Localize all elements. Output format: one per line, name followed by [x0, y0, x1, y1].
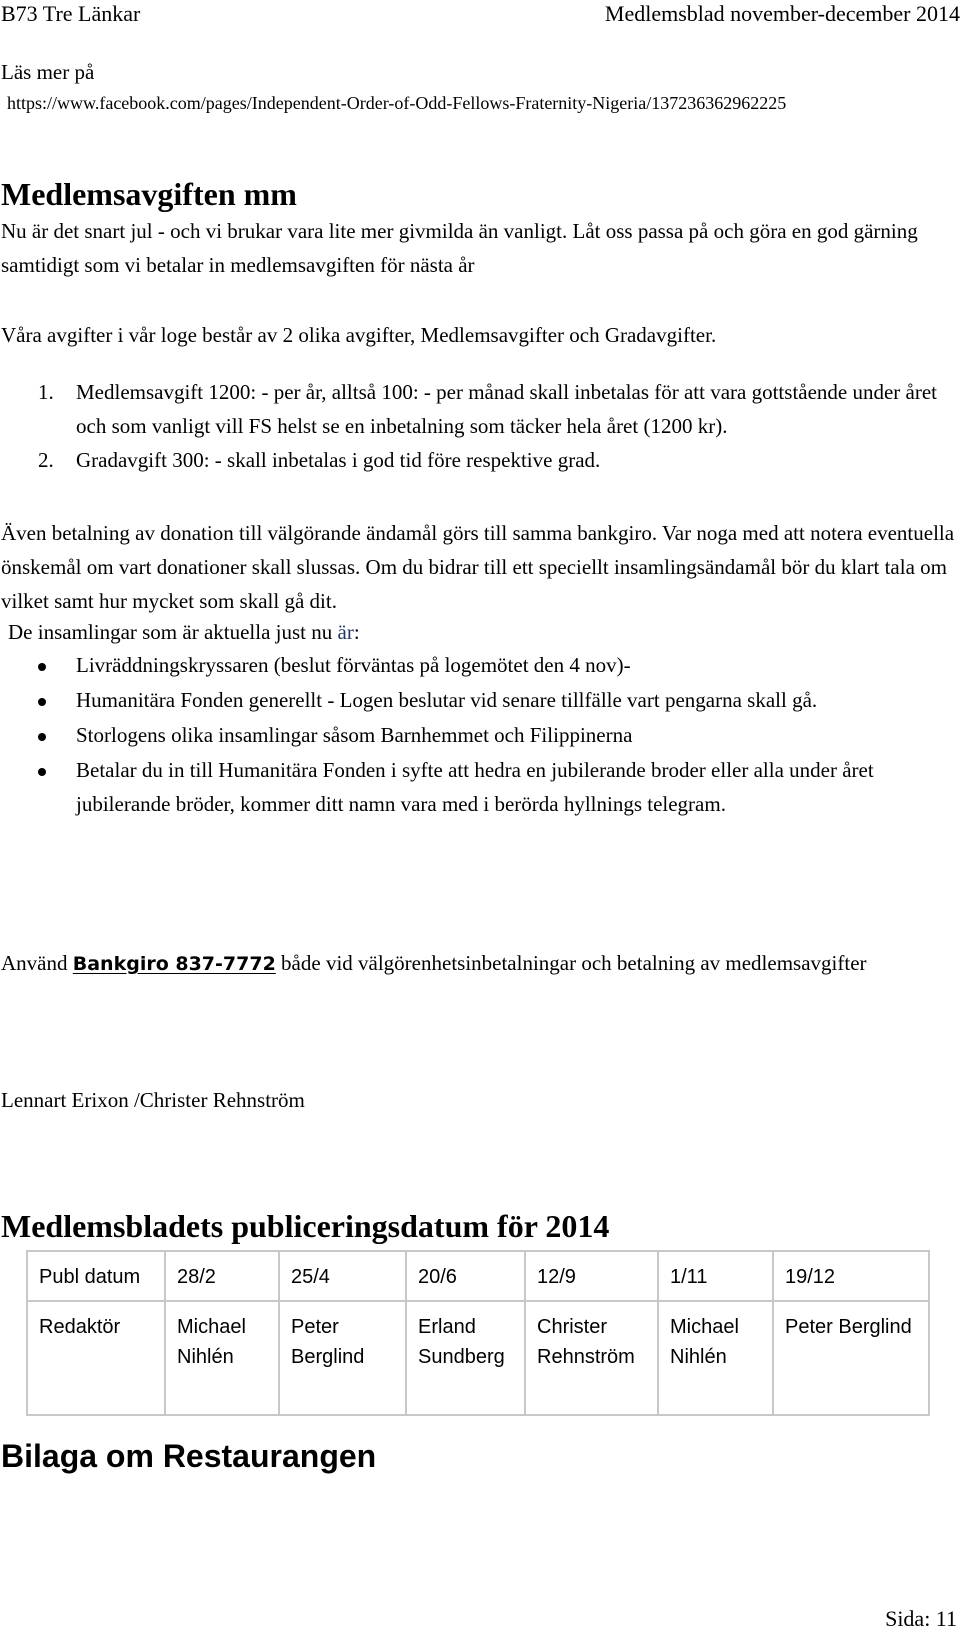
bullet-icon	[38, 733, 46, 741]
collections-intro	[8, 615, 360, 649]
table-cell-label: Redaktör	[27, 1301, 165, 1415]
collections-list	[0, 648, 960, 821]
list-number: 2.	[38, 448, 54, 472]
table-cell-date: 25/4	[279, 1251, 406, 1301]
header-newsletter-name: B73 Tre Länkar	[1, 1, 141, 26]
table-cell-editor: Peter Berglind	[773, 1301, 929, 1415]
collections-intro-highlight: är	[337, 620, 354, 644]
table-cell-editor: Michael Nihlén	[658, 1301, 773, 1415]
bankgiro-number: Bankgiro 837-7772	[72, 953, 276, 975]
page-number: Sida: 11	[885, 1606, 957, 1631]
collection-text: Humanitära Fonden generellt - Logen beslutar vid senare tillfälle vart pengarna skall gå.	[76, 688, 818, 712]
fees-types: Våra avgifter i vår loge består av 2 olika avgifter, Medlemsavgifter och Gradavgifter.	[1, 323, 717, 347]
table-cell-date: 20/6	[406, 1251, 525, 1301]
fees-list-item	[0, 375, 956, 443]
table-cell-editor: Peter Berglind	[279, 1301, 406, 1415]
bullet-icon	[38, 768, 46, 776]
collection-item	[0, 648, 946, 682]
collection-text: Betalar du in till Humanitära Fonden i syfte att hedra en jubilerande broder eller alla under året jubilerande bröder, kommer ditt namn vara med i berörda hyllnings telegram.	[76, 758, 874, 816]
collection-item	[0, 683, 946, 717]
bullet-icon	[38, 698, 46, 706]
collection-text: Storlogens olika insamlingar såsom Barnhemmet och Filippinerna	[76, 723, 633, 747]
attachment-heading: Bilaga om Restaurangen	[1, 1438, 377, 1474]
read-more-label: Läs mer på	[1, 60, 95, 84]
fees-intro: Nu är det snart jul - och vi brukar vara lite mer givmilda än vanligt. Låt oss passa på och göra en god gärning samtidigt som vi betalar in medlemsavgiften för nästa år	[1, 219, 918, 277]
publication-heading: Medlemsbladets publiceringsdatum för 2014	[1, 1208, 610, 1244]
list-number: 1.	[38, 380, 54, 404]
table-cell-date: 19/12	[773, 1251, 929, 1301]
donation-paragraph: Även betalning av donation till välgörande ändamål görs till samma bankgiro. Var noga med att notera eventuella önskemål om vart donationer skall slussas. Om du bidrar till ett speciellt insamlingsändamål bör du klart tala om vilket samt hur mycket som skall gå dit.	[1, 521, 955, 613]
collection-item	[0, 753, 946, 821]
table-cell-editor: Michael Nihlén	[165, 1301, 279, 1415]
collection-item	[0, 718, 946, 752]
fees-list-item	[0, 443, 956, 477]
table-cell-date: 28/2	[165, 1251, 279, 1301]
table-cell-date: 12/9	[525, 1251, 658, 1301]
bankgiro-before: Använd	[1, 951, 73, 975]
table-cell-date: 1/11	[658, 1251, 773, 1301]
collection-text: Livräddningskryssaren (beslut förväntas på logemötet den 4 nov)-	[76, 653, 631, 677]
header-issue: Medlemsblad november-december 2014	[604, 1, 960, 26]
table-cell-editor: Christer Rehnström	[525, 1301, 658, 1415]
table-row-dates	[27, 1251, 929, 1301]
table-cell-editor: Erland Sundberg	[406, 1301, 525, 1415]
table-cell-label: Publ datum	[27, 1251, 165, 1301]
table-row-editors	[27, 1301, 929, 1415]
collections-intro-text: De insamlingar som är aktuella just nu	[8, 620, 338, 644]
publication-table	[26, 1250, 930, 1416]
bankgiro-after: både vid välgörenhetsinbetalningar och betalning av medlemsavgifter	[275, 951, 867, 975]
list-text: Medlemsavgift 1200: - per år, alltså 100: - per månad skall inbetalas för att vara gottstående under året och som vanligt vill FS helst se en inbetalning som täcker hela året (1200 kr).	[76, 380, 938, 438]
fees-list	[0, 375, 960, 477]
fees-heading: Medlemsavgiften mm	[1, 176, 297, 212]
list-text: Gradavgift 300: - skall inbetalas i god tid före respektive grad.	[76, 448, 601, 472]
signers: Lennart Erixon /Christer Rehnström	[1, 1088, 305, 1112]
facebook-link[interactable]: https://www.facebook.com/pages/Independent-Order-of-Odd-Fellows-Fraternity-Nigeria/137236362962225	[7, 93, 787, 113]
bankgiro-paragraph	[1, 946, 901, 981]
bullet-icon	[38, 663, 46, 671]
collections-intro-end: :	[353, 620, 360, 644]
